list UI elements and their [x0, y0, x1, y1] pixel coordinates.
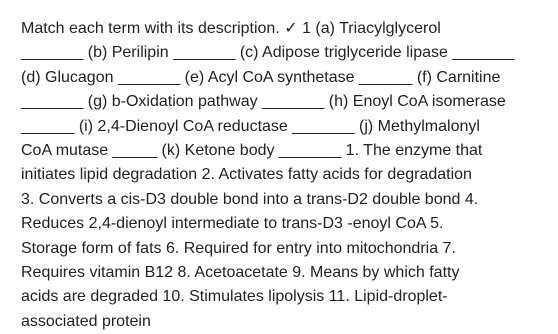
question-line: Reduces 2,4-dienoyl intermediate to trans-D3 -enoyl CoA 5.	[21, 215, 444, 233]
question-line: Storage form of fats 6. Required for entry into mitochondria 7.	[21, 239, 456, 257]
question-line: 3. Converts a cis-D3 double bond into a trans-D2 double bond 4.	[21, 190, 479, 208]
question-line: associated protein	[21, 312, 151, 330]
question-line: acids are degraded 10. Stimulates lipolysis 11. Lipid-droplet-	[21, 288, 448, 306]
question-line: CoA mutase _____ (k) Ketone body _______ 1. The enzyme that	[21, 142, 483, 160]
question-line: Requires vitamin B12 8. Acetoacetate 9. Means by which fatty	[21, 264, 460, 282]
question-line: (d) Glucagon _______ (e) Acyl CoA synthetase ______ (f) Carnitine	[21, 68, 501, 86]
question-line: ______ (i) 2,4-Dienoyl CoA reductase _______ (j) Methylmalonyl	[21, 117, 480, 135]
question-line: Match each term with its description. ✓ 1 (a) Triacylglycerol	[21, 20, 441, 37]
question-text	[21, 17, 551, 334]
question-line: _______ (b) Perilipin _______ (c) Adipose triglyceride lipase _______	[21, 44, 515, 62]
question-line: _______ (g) b-Oxidation pathway _______ (h) Enoyl CoA isomerase	[21, 93, 506, 111]
question-line: initiates lipid degradation 2. Activates fatty acids for degradation	[21, 166, 472, 184]
